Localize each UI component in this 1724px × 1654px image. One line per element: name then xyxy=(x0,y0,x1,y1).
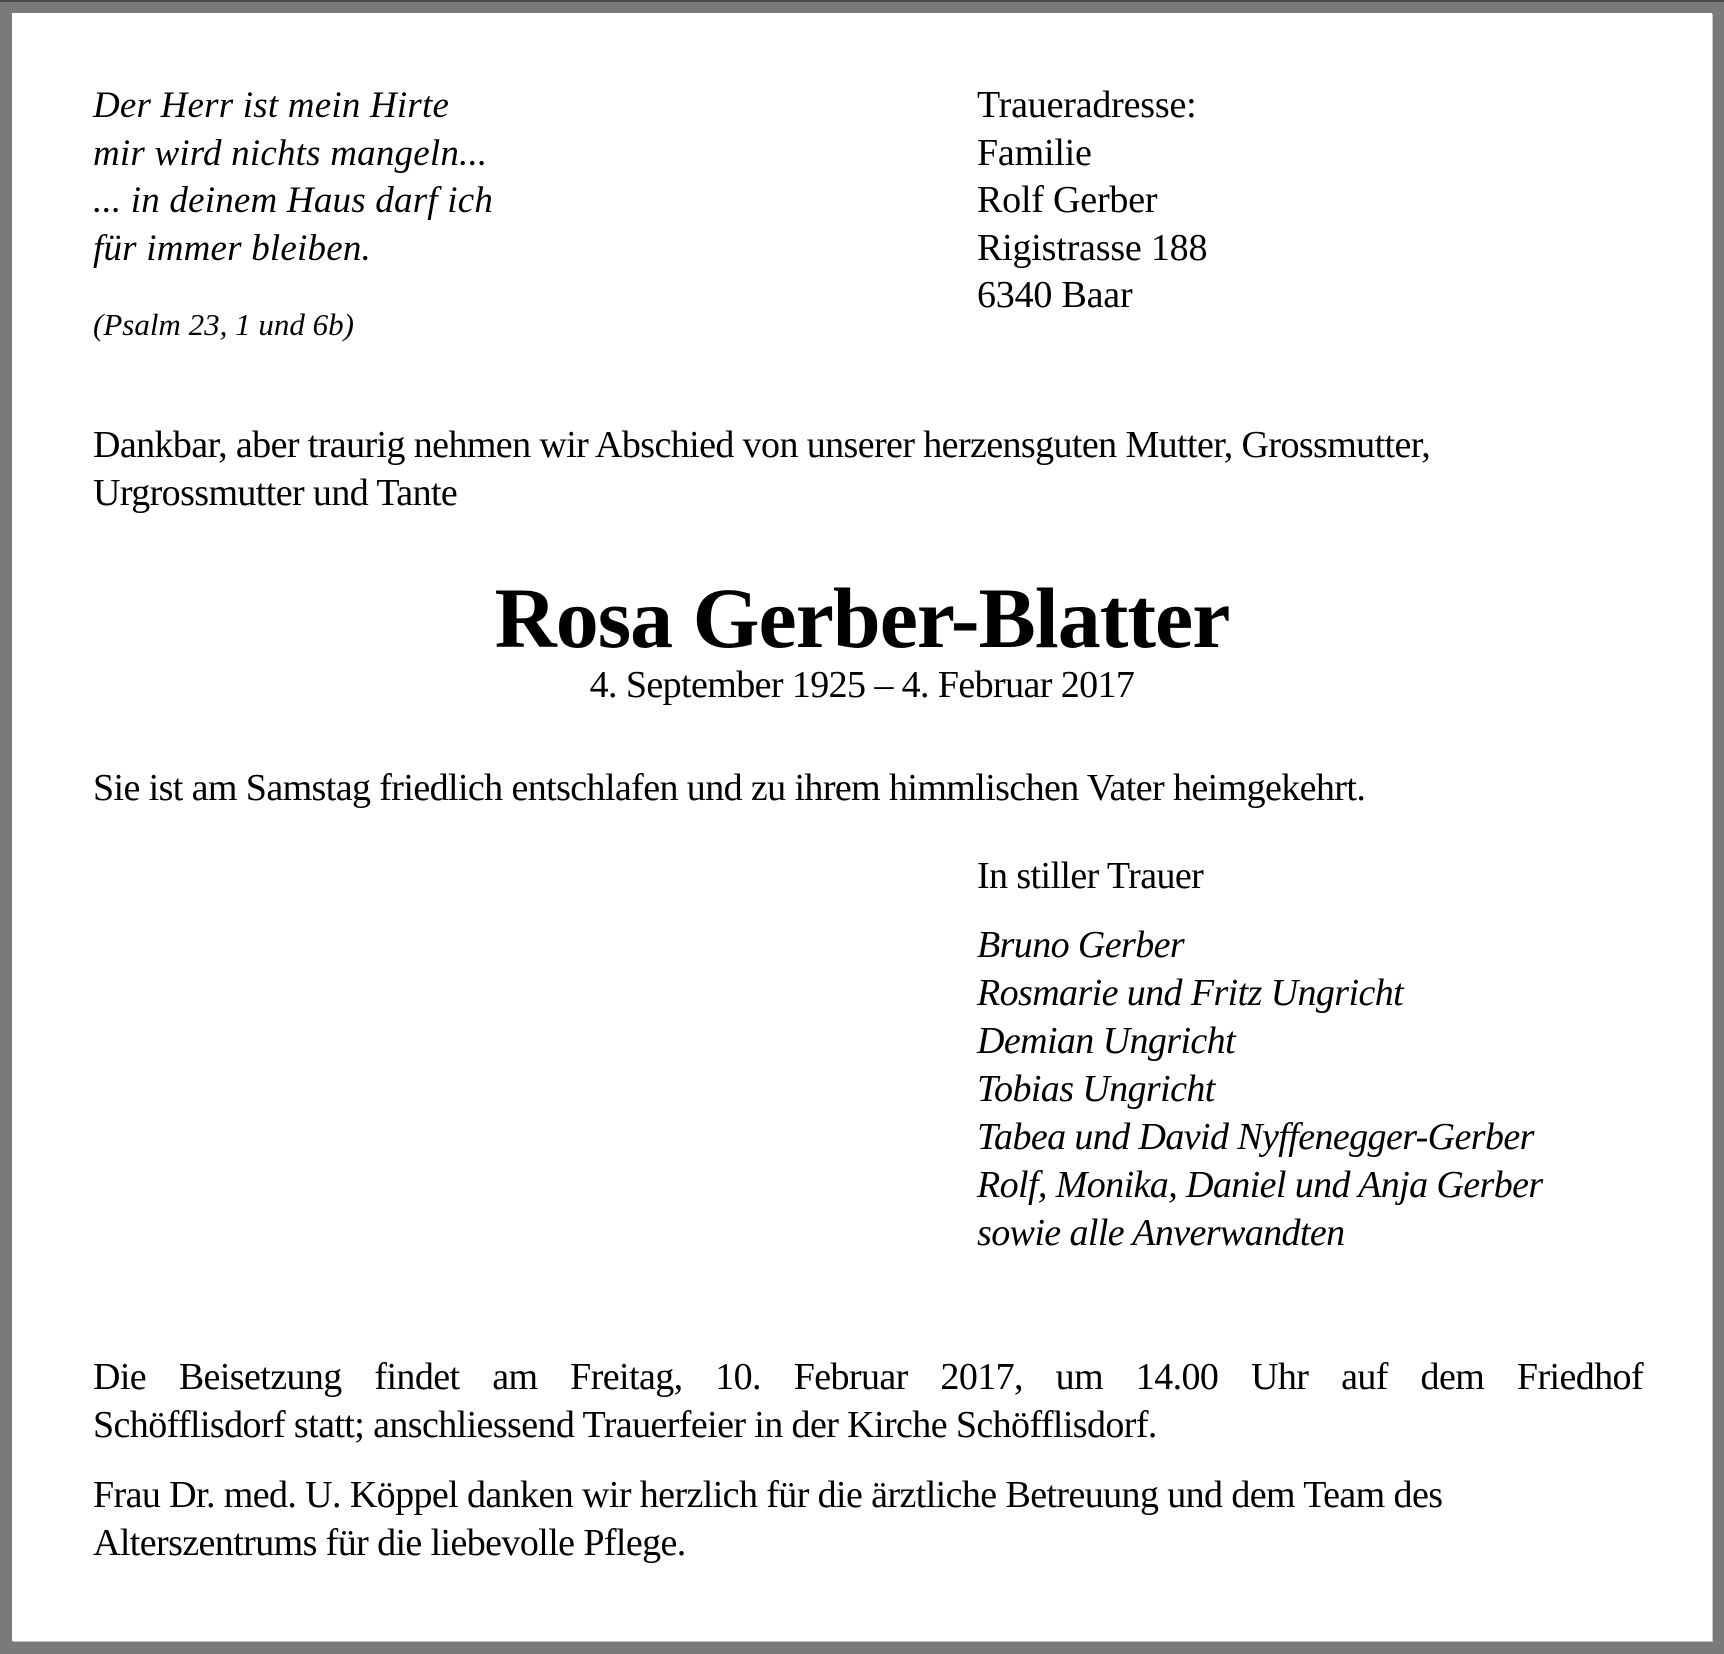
obituary-page xyxy=(12,13,1712,1641)
mourner-item: Tabea und David Nyffenegger-Gerber xyxy=(977,1116,1534,1158)
window-top-edge xyxy=(0,0,1724,2)
psalm-quote xyxy=(93,82,493,273)
mourner-item: Rosmarie und Fritz Ungricht xyxy=(977,972,1404,1014)
psalm-line: Der Herr ist mein Hirte xyxy=(93,85,450,126)
address-line: Rigistrasse 188 xyxy=(977,226,1208,269)
psalm-line: ... in deinem Haus darf ich xyxy=(93,180,494,222)
address-label: Traueradresse: xyxy=(977,84,1197,126)
address-line: Familie xyxy=(977,131,1092,174)
mourner-item: Tobias Ungricht xyxy=(977,1068,1215,1110)
address-line: Rolf Gerber xyxy=(977,179,1158,221)
passing-statement: Sie ist am Samstag friedlich entschlafen und zu ihrem himmlischen Vater heimgekehrt. xyxy=(93,767,1366,809)
thanks-line: Alterszentrums für die liebevolle Pflege. xyxy=(93,1522,686,1564)
psalm-line: mir wird nichts mangeln... xyxy=(93,132,488,174)
thanks-line: Frau Dr. med. U. Köppel danken wir herzlich für die ärztliche Betreuung und dem Team des xyxy=(93,1474,1443,1516)
address-line: 6340 Baar xyxy=(977,274,1133,316)
mourner-item: Demian Ungricht xyxy=(977,1020,1236,1062)
intro-paragraph xyxy=(93,421,1603,517)
life-dates: 4. September 1925 – 4. Februar 2017 xyxy=(589,664,1135,706)
mourners-list xyxy=(977,921,1543,1257)
funeral-line: Schöfflisdorf statt; anschliessend Trauerfeier in der Kirche Schöfflisdorf. xyxy=(93,1404,1157,1446)
deceased-name: Rosa Gerber-Blatter xyxy=(494,570,1230,666)
mourner-item: Bruno Gerber xyxy=(977,924,1185,966)
funeral-details xyxy=(93,1353,1643,1449)
mourner-item: sowie alle Anverwandten xyxy=(977,1212,1345,1254)
psalm-citation: (Psalm 23, 1 und 6b) xyxy=(93,307,354,342)
psalm-line: für immer bleiben. xyxy=(93,228,371,270)
intro-line: Urgrossmutter und Tante xyxy=(93,472,458,514)
funeral-line: Die Beisetzung findet am Freitag, 10. Februar 2017, um 14.00 Uhr auf dem Friedhof xyxy=(93,1356,1643,1398)
mourning-address xyxy=(977,82,1207,320)
in-mourning-label: In stiller Trauer xyxy=(977,855,1204,897)
intro-line: Dankbar, aber traurig nehmen wir Abschied von unserer herzensguten Mutter, Grossmutter, xyxy=(93,424,1431,466)
mourner-item: Rolf, Monika, Daniel und Anja Gerber xyxy=(977,1164,1543,1206)
acknowledgement-paragraph xyxy=(93,1471,1643,1567)
